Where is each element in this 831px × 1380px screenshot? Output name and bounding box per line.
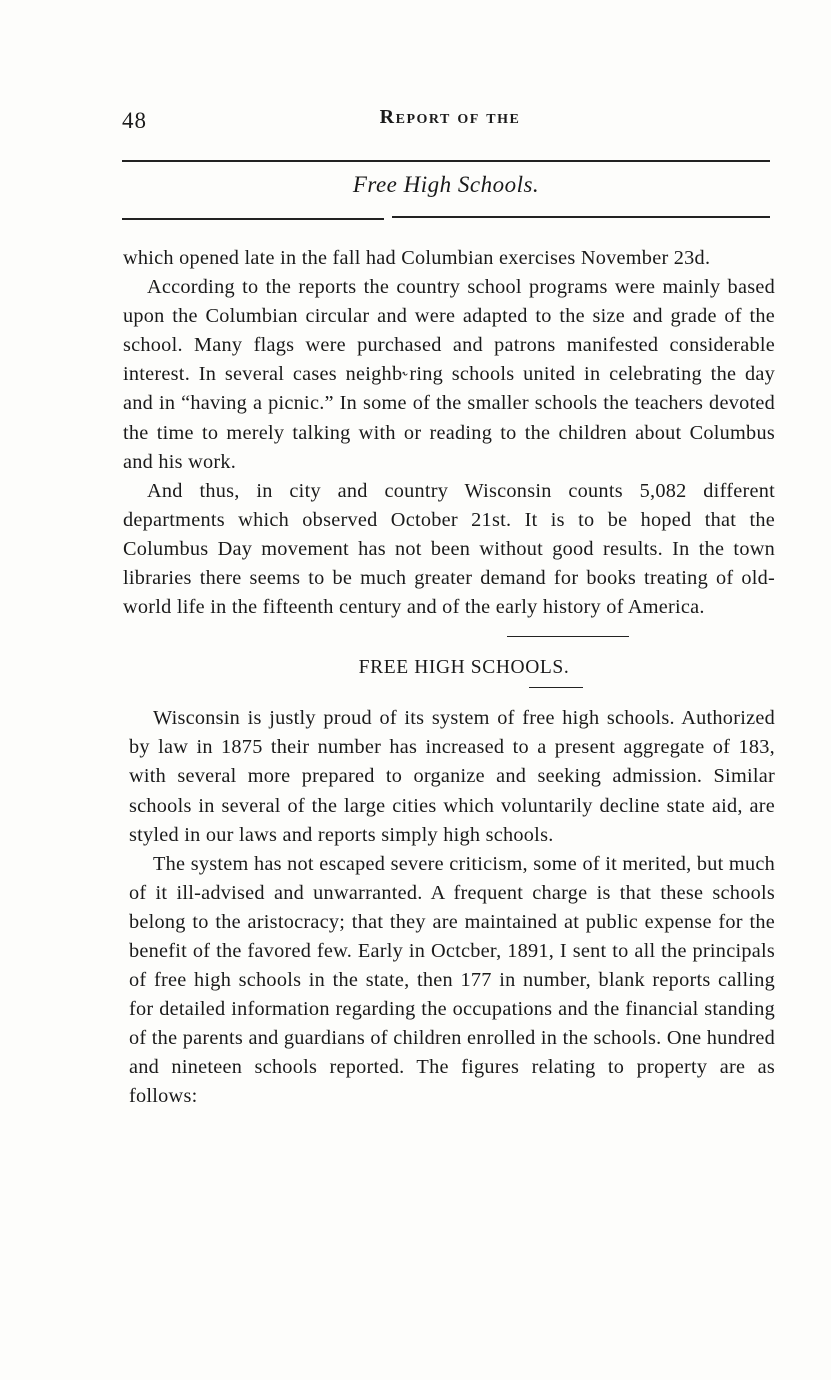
paragraph: The system has not escaped severe criticism, some of it merited, but much of it ill-advised and unwarranted. A frequent charge is that these schools belong to the aristocracy; that they are maintained at public expense for the benefit of the favored few. Early in Octcber, 1891, I sent to all the principals of free high schools in the state, then 177 in number, blank reports calling for detailed information regarding the occupations and the financial standing of the parents and guardians of children enrolled in the schools. One hundred and nineteen schools reported. The figures relating to property are as follows: bbox=[129, 852, 775, 1108]
paragraph: Wisconsin is justly proud of its system of free high schools. Authorized by law in 1875 their number has increased to a present aggregate of 183, with several more prepared to organize and seeking admission. Similar schools in several of the large cities which voluntarily decline state aid, are styled in our laws and reports simply high schools. bbox=[129, 707, 775, 846]
header-rule-bottom-right bbox=[392, 216, 770, 218]
paragraph: And thus, in city and country Wisconsin counts 5,082 different departments which observed October 21st. It is to be hoped that the Columbus Day movement has not been without good results. In the town libraries there seems to be much greater demand for books treating of old-world life in the fifteenth century and of the early history of America. bbox=[123, 479, 775, 619]
running-head: Report of the bbox=[379, 106, 521, 128]
body-text bbox=[123, 244, 775, 1112]
section-divider bbox=[507, 636, 629, 637]
header-rule-bottom-left bbox=[122, 218, 384, 220]
page-number: 48 bbox=[122, 108, 147, 133]
subsection-divider bbox=[529, 687, 583, 688]
header-rule-top bbox=[122, 160, 770, 162]
paragraph: According to the reports the country school programs were mainly based upon the Columbian circular and were adapted to the size and grade of the school. Many flags were purchased and patrons manifested considerable interest. In several cases neighb˞ring schools united in celebrating the day and in “having a picnic.” In some of the smaller schools the teachers devoted the time to merely talking with or reading to the children about Columbus and his work. bbox=[123, 276, 775, 473]
paragraph: which opened late in the fall had Columbian exercises November 23d. bbox=[123, 247, 711, 269]
section-header: Free High Schools. bbox=[352, 172, 540, 197]
subsection-heading: FREE HIGH SCHOOLS. bbox=[358, 657, 570, 679]
